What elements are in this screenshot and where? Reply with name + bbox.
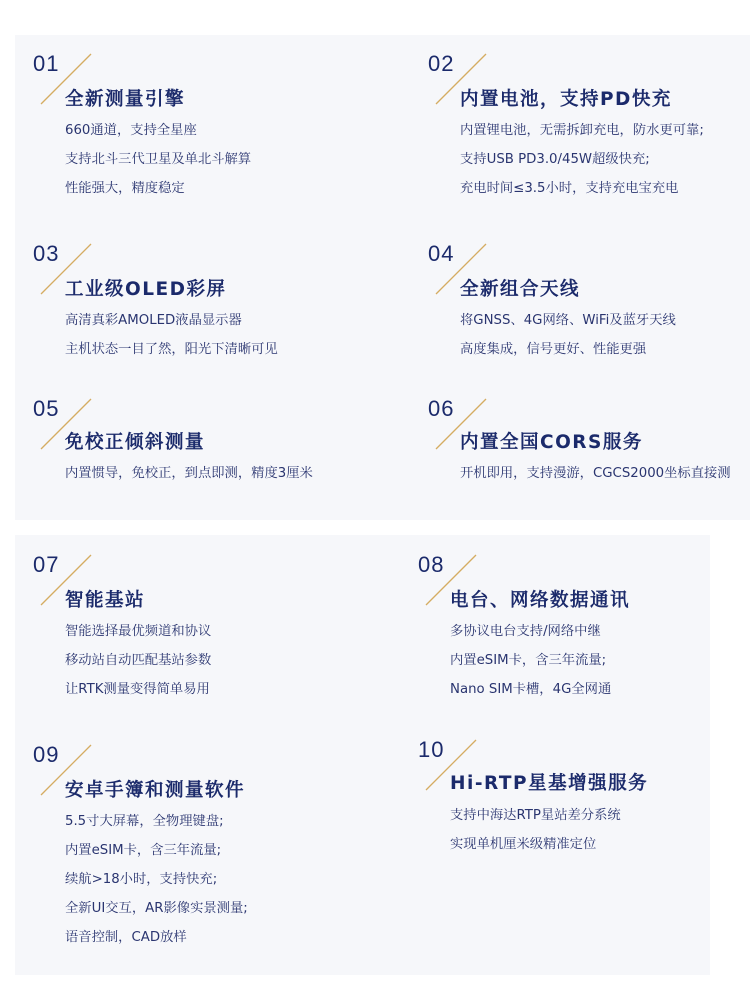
feature-number: 08 — [418, 552, 445, 577]
feature-line: 语音控制，CAD放样 — [65, 930, 187, 945]
feature-title: 全新组合天线 — [460, 279, 581, 300]
feature-description — [65, 459, 313, 488]
feature-description — [65, 807, 248, 952]
feature-number: 04 — [428, 241, 455, 266]
feature-line: Nano SIM卡槽，4G全网通 — [450, 682, 612, 697]
feature-title: 工业级OLED彩屏 — [65, 279, 227, 300]
feature-number: 10 — [418, 737, 445, 762]
feature-line: 全新UI交互，AR影像实景测量; — [65, 901, 248, 916]
feature-title: 智能基站 — [65, 590, 146, 611]
feature-line: 实现单机厘米级精准定位 — [450, 837, 597, 852]
feature-title: 安卓手簿和测量软件 — [65, 780, 246, 801]
feature-description — [65, 617, 211, 704]
feature-line: 支持中海达RTP星站差分系统 — [450, 808, 621, 823]
feature-description — [65, 306, 278, 364]
feature-line: 性能强大，精度稳定 — [65, 181, 185, 196]
feature-line: 主机状态一目了然，阳光下清晰可见 — [65, 342, 278, 357]
feature-line: 内置惯导，免校正，到点即测，精度3厘米 — [65, 466, 313, 481]
feature-title: 电台、网络数据通讯 — [450, 590, 631, 611]
feature-title: 免校正倾斜测量 — [65, 432, 206, 453]
feature-line: 多协议电台支持/网络中继 — [450, 624, 601, 639]
feature-number: 01 — [33, 51, 60, 76]
feature-line: 续航>18小时，支持快充; — [65, 872, 218, 887]
feature-number: 03 — [33, 241, 60, 266]
feature-line: 内置eSIM卡，含三年流量; — [65, 843, 222, 858]
feature-description — [460, 459, 731, 488]
feature-title: Hi-RTP星基增强服务 — [450, 773, 649, 794]
feature-number: 06 — [428, 396, 455, 421]
feature-line: 支持北斗三代卫星及单北斗解算 — [65, 152, 252, 167]
feature-description — [65, 116, 251, 203]
feature-number: 07 — [33, 552, 60, 577]
feature-line: 660通道，支持全星座 — [65, 123, 197, 138]
feature-line: 内置锂电池，无需拆卸充电，防水更可靠; — [460, 123, 704, 138]
feature-line: 充电时间≤3.5小时，支持充电宝充电 — [460, 181, 679, 196]
feature-line: 内置eSIM卡，含三年流量; — [450, 653, 607, 668]
feature-line: 智能选择最优频道和协议 — [65, 624, 212, 639]
feature-description — [460, 116, 704, 203]
feature-description — [450, 801, 621, 859]
feature-number: 05 — [33, 396, 60, 421]
feature-title: 全新测量引擎 — [65, 89, 186, 110]
feature-number: 02 — [428, 51, 455, 76]
feature-title: 内置电池，支持PD快充 — [460, 89, 672, 110]
feature-title: 内置全国CORS服务 — [460, 432, 643, 453]
feature-line: 移动站自动匹配基站参数 — [65, 653, 212, 668]
feature-line: 高清真彩AMOLED液晶显示器 — [65, 313, 242, 328]
feature-line: 开机即用，支持漫游，CGCS2000坐标直接测 — [460, 466, 731, 481]
feature-number: 09 — [33, 742, 60, 767]
feature-description — [460, 306, 676, 364]
feature-line: 支持USB PD3.0/45W超级快充; — [460, 152, 650, 167]
feature-description — [450, 617, 611, 704]
feature-line: 5.5寸大屏幕，全物理键盘; — [65, 814, 224, 829]
feature-line: 高度集成，信号更好、性能更强 — [460, 342, 647, 357]
feature-line: 将GNSS、4G网络、WiFi及蓝牙天线 — [460, 313, 676, 328]
feature-line: 让RTK测量变得简单易用 — [65, 682, 210, 697]
